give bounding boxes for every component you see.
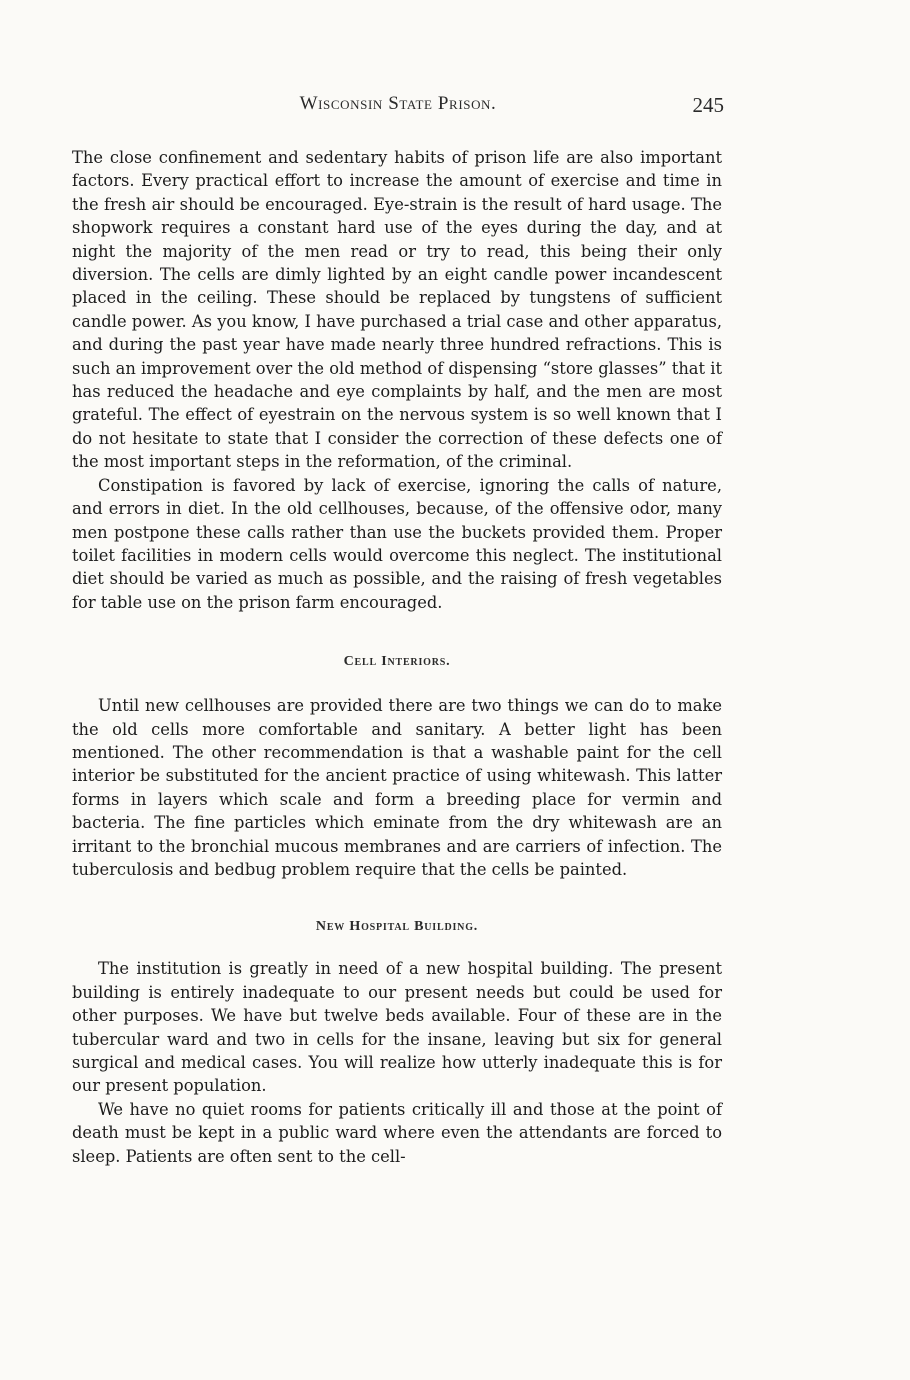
paragraph-quiet-rooms: We have no quiet rooms for patients critically ill and those at the point of death must be kept in a public ward where even the attendants are forced to sleep. Patients are often sent to the cell- bbox=[72, 1099, 722, 1166]
paragraph-cell-interiors: Until new cellhouses are provided there are two things we can do to make the old cells more comfortable and sanitary. A better light has been mentioned. The other recommendation is that a washable paint for the cell interior be substituted for the ancient practice of using whitewash. This latter forms in layers which scale and form a breeding place for vermin and bacteria. The fine particles which eminate from the dry whitewash are an irritant to the bronchial mucous membranes and are carriers of infection. The tuberculosis and bedbug problem require that the cells be painted. bbox=[72, 696, 722, 879]
running-header bbox=[72, 93, 724, 119]
running-title: Wisconsin State Prison. bbox=[299, 93, 497, 114]
section-heading-cell-interiors: Cell Interiors. bbox=[343, 654, 451, 670]
paragraph-exercise-eyestrain: The close confinement and sedentary habits of prison life are also important factors. Every practical effort to increase the amount of exercise and time in the fresh air should be encouraged. Eye-strain is the result of hard usage. The shopwork requires a constant hard use of the eyes during the day, and at night the majority of the men read or try to read, this being their only diversion. The cells are dimly lighted by an eight candle power incandescent placed in the ceiling. These should be replaced by tungstens of sufficient candle power. As you know, I have purchased a trial case and other apparatus, and during the past year have made nearly three hundred refractions. This is such an improvement over the old method of dispensing “store glasses” that it has reduced the headache and eye complaints by half, and the men are most grateful. The effect of eyestrain on the nervous system is so well known that I do not hesitate to state that I consider the correction of these defects one of the most important steps in the reformation, of the criminal. bbox=[72, 148, 722, 472]
paragraph-hospital-need: The institution is greatly in need of a new hospital building. The present building is entirely inadequate to our present needs but could be used for other purposes. We have but twelve beds available. Four of these are in the tubercular ward and two in cells for the insane, leaving but six for general surgical and medical cases. You will realize how utterly inadequate this is for our present population. bbox=[72, 959, 722, 1096]
body-text bbox=[72, 146, 722, 1168]
section-heading-new-hospital: New Hospital Building. bbox=[315, 919, 479, 935]
paragraph-constipation: Constipation is favored by lack of exercise, ignoring the calls of nature, and errors in diet. In the old cellhouses, because, of the offensive odor, many men postpone these calls rather than use the buckets provided them. Proper toilet facilities in modern cells would overcome this neglect. The institutional diet should be varied as much as possible, and the raising of fresh vegetables for table use on the prison farm encouraged. bbox=[72, 475, 722, 612]
page-number: 245 bbox=[692, 93, 724, 117]
